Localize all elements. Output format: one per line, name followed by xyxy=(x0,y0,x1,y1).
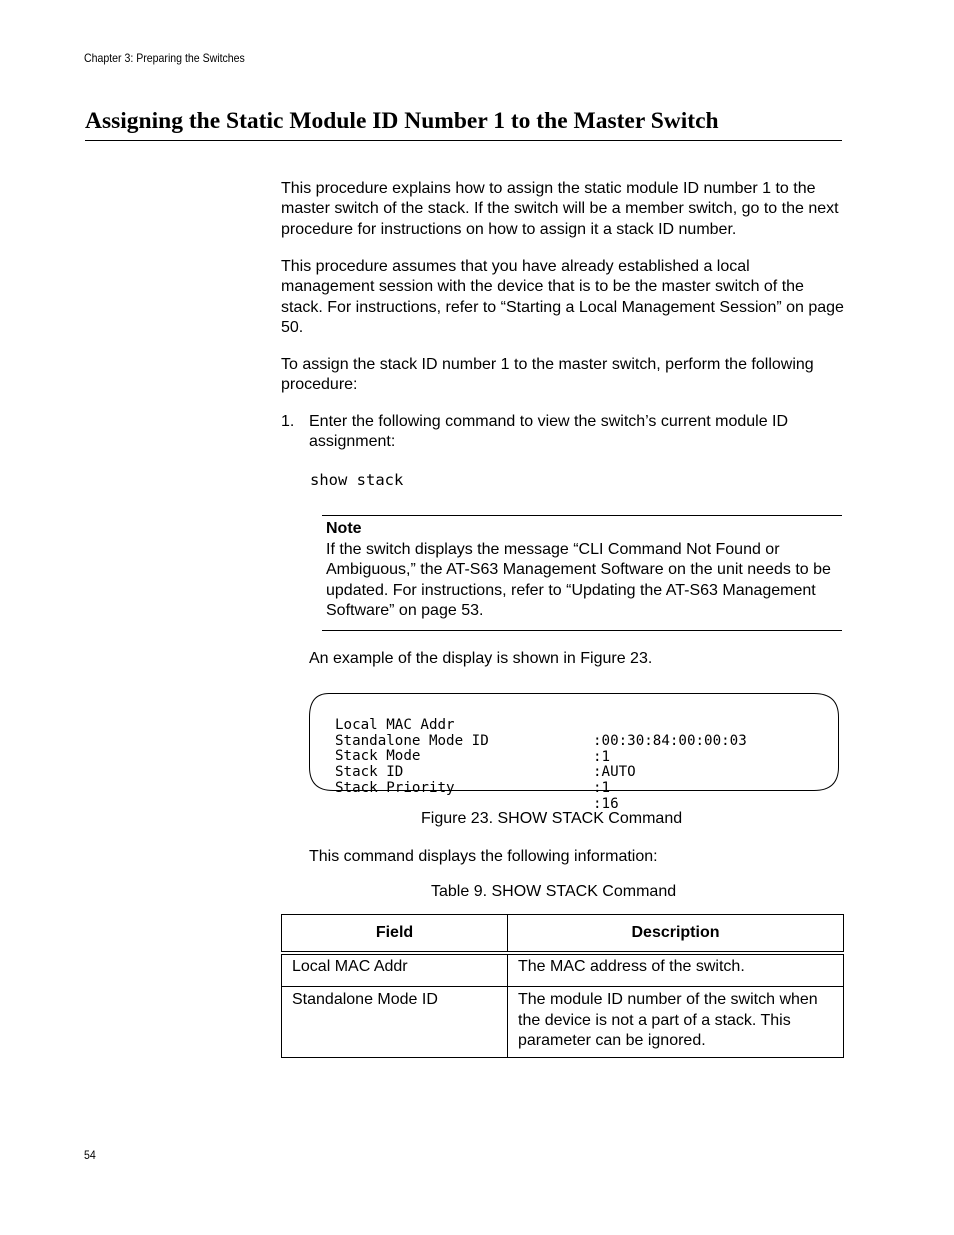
table-cell-field: Local MAC Addr xyxy=(282,953,508,987)
screen-label: Stack ID xyxy=(335,764,404,780)
screen-value: :00:30:84:00:00:03 xyxy=(593,733,747,749)
step-text: Enter the following command to view the switch’s current module ID assignment: xyxy=(309,413,789,451)
example-intro: An example of the display is shown in Figure 23. xyxy=(309,650,653,667)
page-number: 54 xyxy=(84,1148,96,1162)
table-cell-field: Standalone Mode ID xyxy=(282,987,508,1058)
screen-label: Stack Priority xyxy=(335,780,455,796)
note-box xyxy=(322,515,842,631)
table-header-description: Description xyxy=(508,915,844,954)
screen-value: :16 xyxy=(593,796,619,812)
screen-value: :AUTO xyxy=(593,764,636,780)
table-header-row xyxy=(282,915,844,954)
note-text: If the switch displays the message “CLI Command Not Found or Ambiguous,” the AT-S63 Management Software on the unit needs to be updated. For instructions, refer to “Updating the AT-S63 Management Software” on page 53. xyxy=(326,541,831,619)
figure-caption: Figure 23. SHOW STACK Command xyxy=(421,810,683,827)
show-stack-table xyxy=(281,914,844,1058)
table-caption: Table 9. SHOW STACK Command xyxy=(431,883,677,900)
command-text: show stack xyxy=(310,471,404,489)
screen-label: Stack Mode xyxy=(335,748,421,764)
table-row xyxy=(282,953,844,987)
screen-value: :1 xyxy=(593,749,611,765)
step-number: 1. xyxy=(281,413,295,430)
screen-value: :1 xyxy=(593,780,611,796)
info-intro: This command displays the following information: xyxy=(309,848,658,865)
table-header-field: Field xyxy=(282,915,508,954)
section-title: Assigning the Static Module ID Number 1 to the Master Switch xyxy=(85,108,719,134)
table-row xyxy=(282,987,844,1058)
running-header: Chapter 3: Preparing the Switches xyxy=(84,51,245,65)
table-cell-description: The MAC address of the switch. xyxy=(508,953,844,987)
title-rule xyxy=(85,140,842,141)
paragraph-intro: This procedure explains how to assign the static module ID number 1 to the master switch of the stack. If the switch will be a member switch, go to the next procedure for instructions on how to assign it a stack ID number. xyxy=(281,180,839,238)
paragraph-assumption: This procedure assumes that you have already established a local management session with the device that is to be the master switch of the stack. For instructions, refer to “Starting a Local Management Session” on page 50. xyxy=(281,258,844,336)
screen-display xyxy=(309,693,839,812)
screen-label: Local MAC Addr xyxy=(335,717,455,733)
screen-label: Standalone Mode ID xyxy=(335,733,489,749)
paragraph-procedure: To assign the stack ID number 1 to the master switch, perform the following procedure: xyxy=(281,356,814,394)
table-cell-description: The module ID number of the switch when the device is not a part of a stack. This parameter can be ignored. xyxy=(508,987,844,1058)
note-title: Note xyxy=(326,520,362,537)
